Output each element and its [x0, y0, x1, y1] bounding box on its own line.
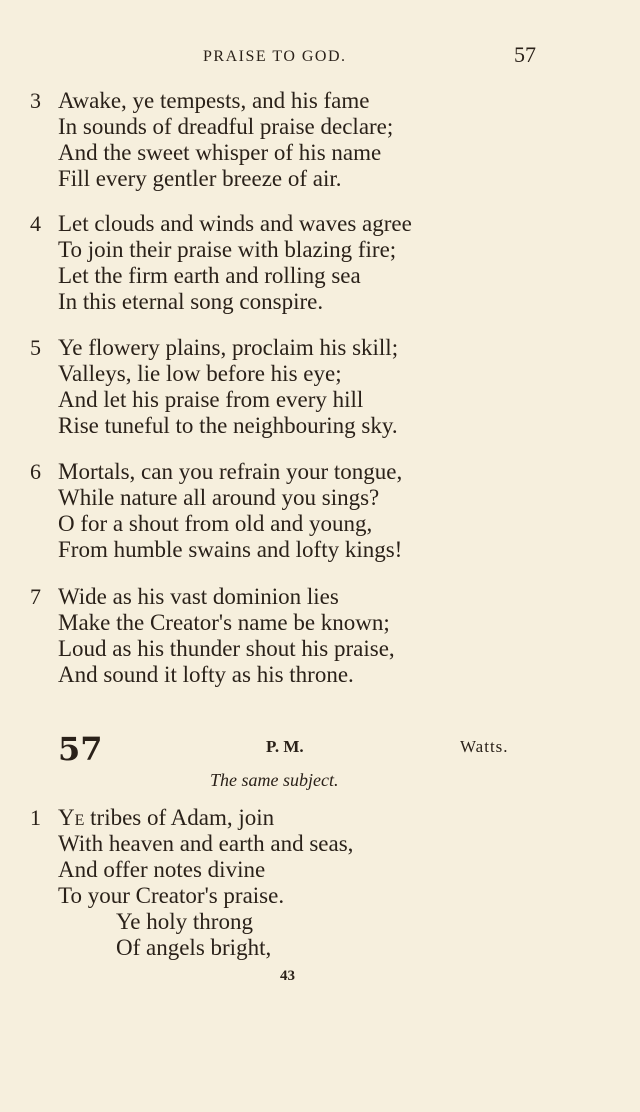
hymn-subtitle: The same subject. — [210, 770, 339, 790]
hymn-number: 57 — [58, 730, 103, 768]
verse-line: Rise tuneful to the neighbouring sky. — [58, 413, 398, 438]
stanza-number: 1 — [30, 805, 41, 830]
hymn-meter: P. M. — [266, 737, 304, 756]
verse-line: In this eternal song conspire. — [58, 289, 324, 314]
verse-line: And sound it lofty as his throne. — [58, 662, 354, 687]
verse-line: From humble swains and lofty kings! — [58, 537, 403, 562]
verse-line: Wide as his vast dominion lies — [58, 584, 339, 609]
verse-line: Valleys, lie low before his eye; — [58, 361, 342, 386]
verse-line: With heaven and earth and seas, — [58, 831, 354, 856]
verse-line: In sounds of dreadful praise declare; — [58, 114, 394, 139]
verse-line: Of angels bright, — [116, 935, 272, 960]
running-head: PRAISE TO GOD. — [203, 48, 347, 65]
verse-line: And let his praise from every hill — [58, 387, 364, 412]
stanza-number: 6 — [30, 459, 41, 484]
verse-line: O for a shout from old and young, — [58, 511, 373, 536]
page-number: 57 — [514, 42, 536, 67]
verse-line: To your Creator's praise. — [58, 883, 285, 908]
hymn-header — [0, 730, 640, 770]
verse-line: While nature all around you sings? — [58, 485, 380, 510]
printer-signature: 43 — [280, 968, 295, 984]
verse-line: Mortals, can you refrain your tongue, — [58, 459, 403, 484]
hymn-author: Watts. — [460, 737, 509, 756]
verse-line: Make the Creator's name be known; — [58, 610, 390, 635]
verse-line: Ye holy throng — [116, 909, 253, 934]
verse-line-first — [58, 805, 274, 831]
verse-line: Ye flowery plains, proclaim his skill; — [58, 335, 399, 360]
stanza-number: 3 — [30, 88, 41, 113]
stanza-number: 7 — [30, 584, 41, 609]
verse-line: Loud as his thunder shout his praise, — [58, 636, 395, 661]
verse-line: And offer notes divine — [58, 857, 266, 882]
first-word: Ye — [58, 805, 85, 830]
first-line-rest: tribes of Adam, join — [84, 805, 275, 830]
verse-line: And the sweet whisper of his name — [58, 140, 382, 165]
stanza-number: 4 — [30, 211, 41, 236]
verse-line: Let the firm earth and rolling sea — [58, 263, 361, 288]
verse-line: To join their praise with blazing fire; — [58, 237, 397, 262]
verse-line: Awake, ye tempests, and his fame — [58, 88, 370, 113]
verse-line: Let clouds and winds and waves agree — [58, 211, 412, 236]
stanza-number: 5 — [30, 335, 41, 360]
verse-line: Fill every gentler breeze of air. — [58, 166, 342, 191]
